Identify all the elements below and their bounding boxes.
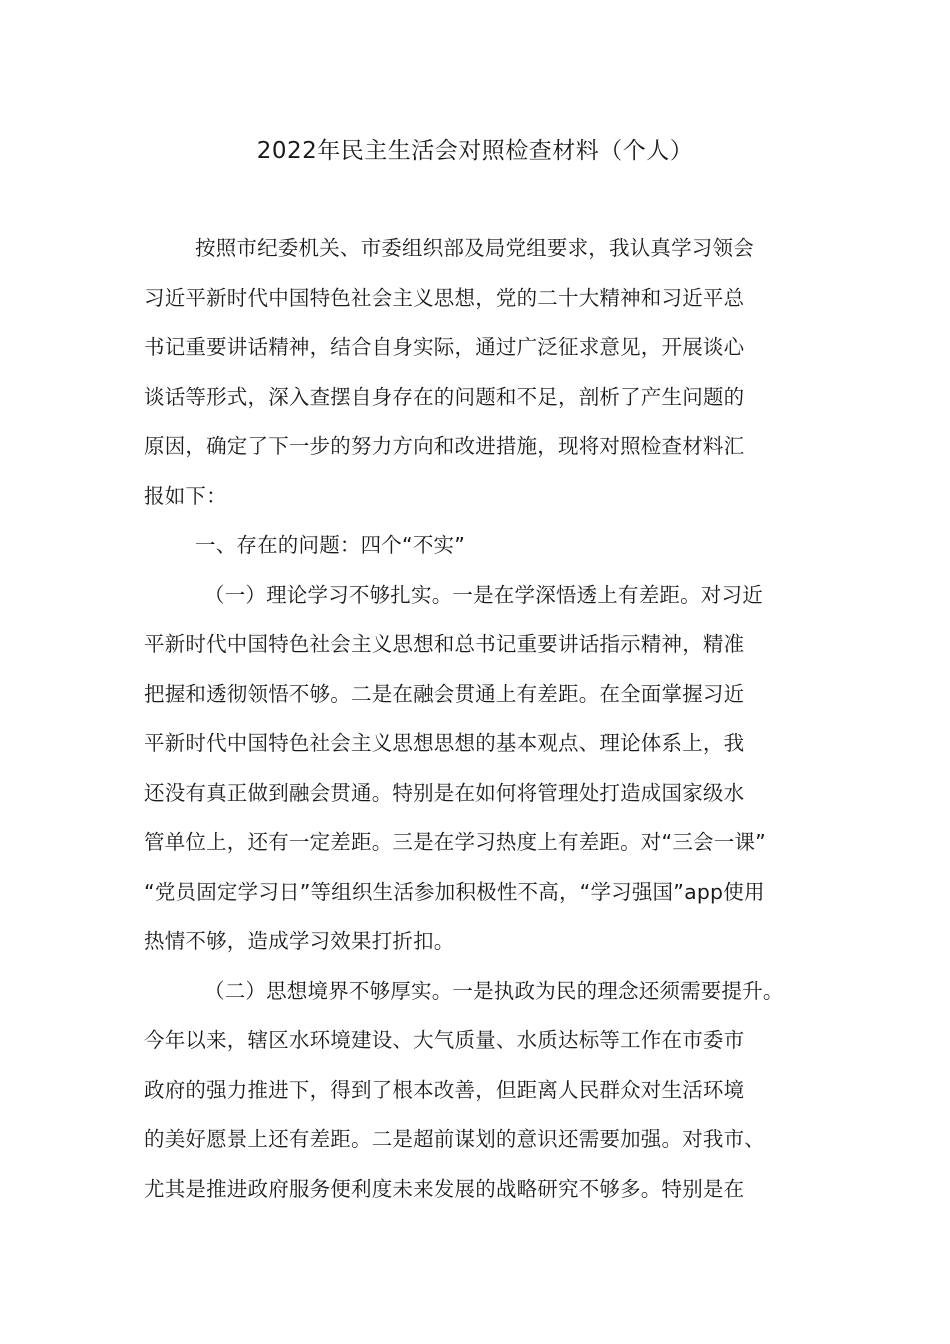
paragraph-line: 政府的强力推进下，得到了根本改善，但距离人民群众对生活环境 — [144, 1077, 745, 1102]
paragraph-line: 平新时代中国特色社会主义思想思想的基本观点、理论体系上，我 — [144, 731, 745, 755]
paragraph-line: 今年以来，辖区水环境建设、大气质量、水质达标等工作在市委市 — [144, 1028, 745, 1052]
paragraph-line: 习近平新时代中国特色社会主义思想，党的二十大精神和习近平总 — [144, 285, 745, 310]
paragraph-line: 管单位上，还有一定差距。三是在学习热度上有差距。对“三会一课” — [144, 830, 766, 854]
document-body — [144, 224, 834, 1214]
paragraph-line: “党员固定学习日”等组织生活参加积极性不高，“学习强国”app使用 — [144, 879, 765, 904]
paragraph-line: 报如下： — [144, 483, 227, 508]
paragraph-line: 的美好愿景上还有差距。二是超前谋划的意识还需要加强。对我市、 — [144, 1127, 765, 1151]
paragraph-line: 尤其是推进政府服务便利度未来发展的战略研究不够多。特别是在 — [144, 1176, 745, 1201]
document-title: 2022年民主生活会对照检查材料（个人） — [256, 138, 694, 164]
paragraph-line: 还没有真正做到融会贯通。特别是在如何将管理处打造成国家级水 — [144, 780, 745, 805]
paragraph-line: 谈话等形式，深入查摆自身存在的问题和不足，剖析了产生问题的 — [144, 384, 745, 409]
paragraph-line: 原因，确定了下一步的努力方向和改进措施，现将对照检查材料汇 — [144, 434, 745, 458]
paragraph-line: （一）理论学习不够扎实。一是在学深悟透上有差距。对习近 — [204, 582, 763, 607]
paragraph-line: 平新时代中国特色社会主义思想和总书记重要讲话指示精神，精准 — [144, 632, 745, 656]
paragraph-line: 书记重要讲话精神，结合自身实际，通过广泛征求意见，开展谈心 — [144, 335, 745, 359]
paragraph-line: 把握和透彻领悟不够。二是在融会贯通上有差距。在全面掌握习近 — [144, 681, 745, 706]
paragraph-line: （二）思想境界不够厚实。一是执政为民的理念还须需要提升。 — [204, 978, 784, 1003]
paragraph-line: 热情不够，造成学习效果打折扣。 — [144, 929, 455, 953]
section-heading: 一、存在的问题：四个“不实” — [195, 533, 466, 557]
paragraph-line: 按照市纪委机关、市委组织部及局党组要求，我认真学习领会 — [195, 236, 754, 260]
